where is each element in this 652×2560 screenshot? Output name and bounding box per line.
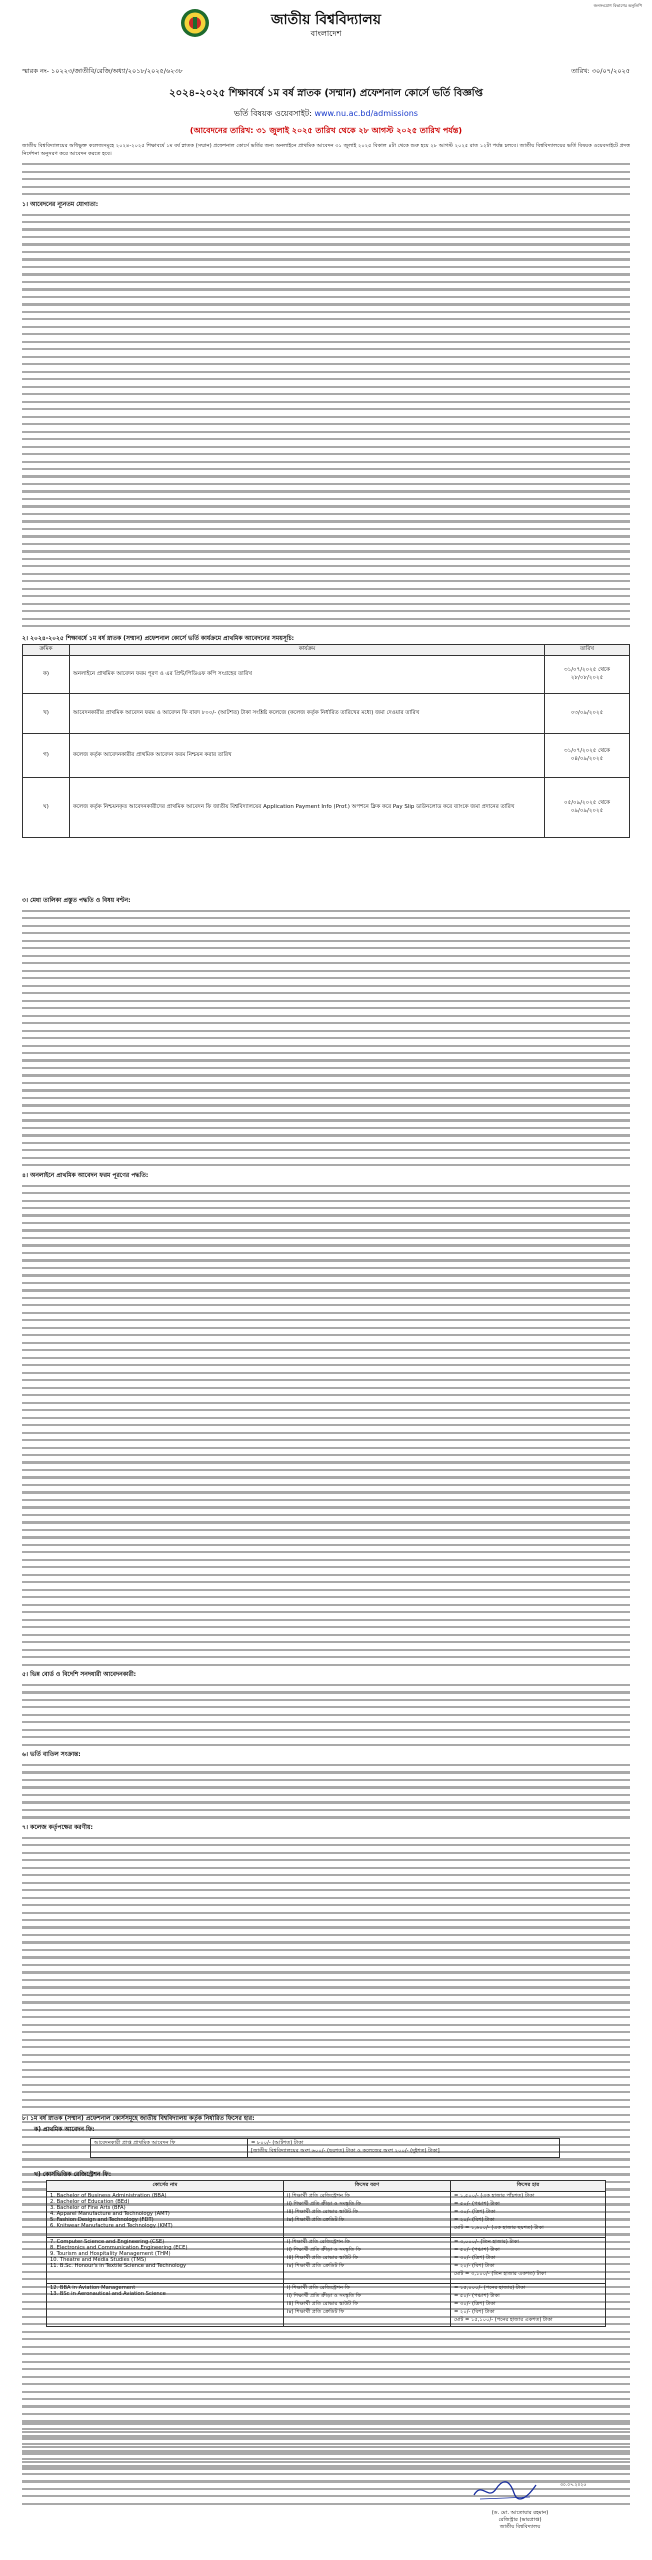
fee-total: মোট = ১,৬০০/- (এক হাজার ছয়শত) টাকা	[454, 2225, 544, 2231]
application-procedure-text	[22, 1185, 630, 1666]
signer-designation: রেজিস্ট্রার (ভারপ্রাপ্ত)	[498, 2517, 542, 2523]
signer-name: (ড. মো. আতোয়ার রহমান)	[491, 2510, 549, 2516]
fee-rate: = ২০/- (বিশ) টাকা	[454, 2263, 495, 2269]
schedule-date: ০৫/০৯/২০২৫ থেকে ০৯/০৯/২০২৫	[545, 778, 630, 838]
course-name: 12. BBA in Aviation Management	[50, 2285, 136, 2291]
foreign-board-text	[22, 1684, 630, 1746]
registration-fee-heading-block	[22, 2168, 630, 2180]
signature-date: ৩০.০৭.২০২৫	[560, 2483, 587, 2488]
fee-rate: = ৩০/- (ত্রিশ) টাকা	[454, 2255, 496, 2261]
website-line	[0, 108, 652, 121]
intro-continuation	[22, 163, 630, 195]
payment-notes-text	[22, 2423, 630, 2470]
fee-description-cell	[284, 2284, 451, 2327]
schedule-serial: ক)	[23, 656, 70, 694]
fee-rate: = ৩০/- (ত্রিশ) টাকা	[454, 2301, 496, 2307]
schedule-serial: খ)	[23, 694, 70, 734]
table-row	[47, 2238, 606, 2284]
fee-item: iv) শিক্ষার্থী প্রতি ক্রেডিট ফি	[287, 2217, 345, 2223]
schedule-col-serial: ক্রমিক	[23, 645, 70, 656]
merit-list-text	[22, 910, 630, 1167]
course-name: 5. Fashion Design and Technology (FDT)	[50, 2217, 154, 2223]
section-heading-6: ৬। ভর্তি বাতিল সংক্রান্ত:	[22, 1751, 81, 1759]
fee-rate-cell	[451, 2284, 606, 2327]
fee-item: iii) শিক্ষার্থী প্রতি রোভার স্কাউট ফি	[287, 2209, 359, 2215]
application-fee-amount-cell	[248, 2139, 560, 2158]
sub-heading-application-fee: ক) প্রাথমিক আবেদন ফি:	[34, 2125, 95, 2133]
university-name: জাতীয় বিশ্ববিদ্যালয়	[271, 12, 381, 28]
schedule-activity: কলেজ কর্তৃক নিশ্চয়নকৃত আবেদনকারীদের প্রাথমিক আবেদন ফি জাতীয় বিশ্ববিদ্যালয়ের Application Payment Info (Prof.) অপশনে ক্লিক করে Pay Slip ডাউনলোড করে ব্যাংকে জমা প্রদানের তারিখ	[70, 778, 545, 838]
corner-note: জনসংযোগ বিভাগের অনুলিপি	[593, 3, 642, 8]
fee-courses-cell	[47, 2192, 284, 2238]
course-name: 11. B.Sc. Honour's in Textile Science and Technology	[50, 2263, 187, 2269]
table-row	[23, 734, 630, 778]
fee-rate: = ২০/- (বিশ) টাকা	[454, 2309, 495, 2315]
application-fee-amount: = ৮০০/- (আটশত) টাকা	[251, 2140, 304, 2146]
course-name: 10. Theatre and Media Studies (TMS)	[50, 2257, 147, 2263]
table-row	[91, 2139, 560, 2158]
section-heading-4: ৪। অনলাইনে প্রাথমিক আবেদন ফরম পূরণের পদ্ধতি:	[22, 1171, 149, 1179]
section-heading-8: ৮। ১ম বর্ষ স্নাতক (সম্মান) প্রফেশনাল কোর্সসমূহে জাতীয় বিশ্ববিদ্যালয় কর্তৃক নির্ধারিত ফিসের হার:	[22, 2115, 255, 2122]
website-label: ভর্তি বিষয়ক ওয়েবসাইট:	[234, 109, 312, 118]
country-name: বাংলাদেশ	[310, 29, 342, 38]
schedule-header-row	[23, 645, 630, 656]
fee-header-row	[47, 2181, 606, 2192]
schedule-table	[22, 644, 630, 838]
sub-heading-registration-fee: খ) কোর্সভিত্তিক রেজিস্ট্রেশন ফি:	[34, 2171, 112, 2178]
instructions-section	[22, 894, 630, 2110]
schedule-date: ০৩/০৯/২০২৫	[545, 694, 630, 734]
fee-rate: = ৫০/- (পঞ্চাশ) টাকা	[454, 2293, 500, 2299]
application-fee-table	[90, 2138, 560, 2158]
section-heading-7: ৭। কলেজ কর্তৃপক্ষের করণীয়:	[22, 1823, 93, 1831]
fee-item: i) শিক্ষার্থী প্রতি রেজিস্ট্রেশন ফি	[287, 2285, 350, 2291]
course-name: 8. Electronics and Communication Engineering (ECE)	[50, 2245, 188, 2251]
course-name: 1. Bachelor of Business Administration (BBA)	[50, 2193, 167, 2199]
notice-date: তারিখ: ৩০/০৭/২০২৫	[571, 67, 630, 75]
registration-fee-table	[46, 2180, 606, 2327]
fee-item: i) শিক্ষার্থী প্রতি রেজিস্ট্রেশন ফি	[287, 2193, 350, 2199]
course-name: 6. Knitwear Manufacture and Technology (KMT)	[50, 2223, 173, 2229]
schedule-activity: অনলাইনে প্রাথমিক আবেদন ফরম পূরণ ও এর প্রিন্ট/পিডিএফ কপি সংগ্রহের তারিখ	[70, 656, 545, 694]
fee-rate: = ১,৫০০/- (এক হাজার পাঁচশত) টাকা	[454, 2193, 535, 2199]
fee-item: iv) শিক্ষার্থী প্রতি ক্রেডিট ফি	[287, 2309, 345, 2315]
fee-rate: = ২০/- (বিশ) টাকা	[454, 2217, 495, 2223]
application-dates: (আবেদনের তারিখ: ৩১ জুলাই ২০২৫ তারিখ থেকে ২৮ আগস্ট ২০২৫ তারিখ পর্যন্ত)	[189, 126, 463, 135]
fee-section-heading-block	[22, 2112, 630, 2134]
website-link[interactable]: www.nu.ac.bd/admissions	[314, 109, 418, 118]
course-name: 7. Computer Science and Engineering (CSE)	[50, 2239, 165, 2245]
fee-col-description: ফিসের বরণ	[284, 2181, 451, 2192]
eligibility-section	[22, 143, 630, 631]
fee-rate: = ৫০/- (পঞ্চাশ) টাকা	[454, 2201, 500, 2207]
fee-col-course: কোর্সের নাম	[47, 2181, 284, 2192]
schedule-serial: ঘ)	[23, 778, 70, 838]
fee-item: iii) শিক্ষার্থী প্রতি রোভার স্কাউট ফি	[287, 2301, 359, 2307]
application-fee-label: আবেদনকারী প্রাপ্ত প্রাথমিক আবেদন ফি	[91, 2139, 248, 2158]
schedule-col-date: তারিখ	[545, 645, 630, 656]
fee-total: মোট = ১৫,১০০/- (পনের হাজার একশত) টাকা	[454, 2317, 553, 2323]
fee-item: iv) শিক্ষার্থী প্রতি ক্রেডিট ফি	[287, 2263, 345, 2269]
course-name: 9. Tourism and Hospitality Management (THM)	[50, 2251, 171, 2257]
fee-total: মোট = ৩,১০০/- (তিন হাজার একশত) টাকা	[454, 2271, 547, 2277]
fee-rate: = ৩,০০০/- (তিন হাজার) টাকা	[454, 2239, 519, 2245]
fee-item: ii) শিক্ষার্থী প্রতি ক্রীড়া ও সংস্কৃতি ফি	[287, 2293, 362, 2299]
schedule-heading-block	[22, 632, 630, 644]
schedule-col-activity: কার্যক্রম	[70, 645, 545, 656]
fee-courses-cell	[47, 2238, 284, 2284]
fee-col-rate: ফিসের হার	[451, 2181, 606, 2192]
intro-paragraph: জাতীয় বিশ্ববিদ্যালয়ের অধিভুক্ত কলেজসমূহে ২০২৪-২০২৫ শিক্ষাবর্ষে ১ম বর্ষ স্নাতক (সম্মান) প্রফেশনাল কোর্সে ভর্তির জন্য অনলাইনে প্রাথমিক আবেদন ৩১ জুলাই ২০২৫ বিকাল ৪টা থেকে শুরু হয়ে ২৮ আগস্ট ২০২৫ রাত ১২টা পর্যন্ত চলবে। জাতীয় বিশ্ববিদ্যালয়ের ভর্তি বিষয়ক ওয়েবসাইটে প্রদত্ত নির্দেশনা অনুসরণ করে আবেদন করতে হবে।	[22, 143, 630, 157]
section-heading-3: ৩। মেধা তালিকা প্রস্তুত পদ্ধতি ও বিষয় বণ্টন:	[22, 897, 131, 904]
fee-rate-cell	[451, 2192, 606, 2238]
notice-title: ২০২৪-২০২৫ শিক্ষাবর্ষে ১ম বর্ষ স্নাতক (সম্মান) প্রফেশনাল কোর্সে ভর্তি বিজ্ঞপ্তি	[169, 88, 483, 99]
fee-description-cell	[284, 2192, 451, 2238]
fee-item: i) শিক্ষার্থী প্রতি রেজিস্ট্রেশন ফি	[287, 2239, 350, 2245]
schedule-activity: আবেদনকারীর প্রাথমিক আবেদন ফরম ও আবেদন ফি বাবদ ৮০০/- (আটশত) টাকা সংশ্লিষ্ট কলেজে (কলেজ কর্তৃক নির্ধারিত তারিখের মধ্যে) জমা দেওয়ার তারিখ	[70, 694, 545, 734]
fee-rate-cell	[451, 2238, 606, 2284]
fee-item: iii) শিক্ষার্থী প্রতি রোভার স্কাউট ফি	[287, 2255, 359, 2261]
table-row	[23, 694, 630, 734]
payment-notes	[22, 2418, 630, 2474]
schedule-date: ৩১/০৭/২০২৫ থেকে ০৪/০৯/২০২৫	[545, 734, 630, 778]
fee-rate: = ১৫,০০০/- (পনের হাজার) টাকা	[454, 2285, 526, 2291]
schedule-serial: গ)	[23, 734, 70, 778]
cancellation-text	[22, 1764, 630, 1819]
table-row	[47, 2284, 606, 2327]
section-heading-5: ৫। ভিন্ন বোর্ড ও বিদেশি সনদধারী আবেদনকারী:	[22, 1671, 137, 1679]
course-name: 2. Bachelor of Education (BEd)	[50, 2199, 130, 2205]
fee-item: ii) শিক্ষার্থী প্রতি ক্রীড়া ও সংস্কৃতি ফি	[287, 2247, 362, 2253]
course-name: 13. BSc in Aeronautical and Aviation Science	[50, 2291, 166, 2297]
section-heading-1: ১। আবেদনের ন্যূনতম যোগ্যতা:	[22, 200, 99, 208]
course-name: 4. Apparel Manufacture and Technology (AMT)	[50, 2211, 170, 2217]
eligibility-text	[22, 214, 630, 628]
course-name: 3. Bachelor of Fine Arts (BFA)	[50, 2205, 126, 2211]
fee-courses-cell	[47, 2284, 284, 2327]
schedule-date: ৩১/০৭/২০২৫ থেকে ২৮/০৮/২০২৫	[545, 656, 630, 694]
table-row	[47, 2192, 606, 2238]
signature-image	[470, 2477, 540, 2503]
schedule-activity: কলেজ কর্তৃক আবেদনকারীর প্রাথমিক আবেদন ফরম নিশ্চয়ন করার তারিখ	[70, 734, 545, 778]
fee-rate: = ৫০/- (পঞ্চাশ) টাকা	[454, 2247, 500, 2253]
fee-description-cell	[284, 2238, 451, 2284]
signer-block	[430, 2510, 610, 2531]
fee-rate: = ৩০/- (ত্রিশ) টাকা	[454, 2209, 496, 2215]
fee-item: ii) শিক্ষার্থী প্রতি ক্রীড়া ও সংস্কৃতি ফি	[287, 2201, 362, 2207]
table-row	[23, 656, 630, 694]
memo-number: স্মারক নং- ১০২২৩/জাতীবি/রেজি/অধ্যা/২০১৮/২০২৫/৬২৩৮	[22, 67, 183, 75]
application-fee-split: [জাতীয় বিশ্ববিদ্যালয়ের অংশ ৬০০/- (ছয়শত) টাকা ও কলেজের অংশ ২০০/- (দুইশত) টাকা]	[251, 2148, 440, 2154]
signer-institution: জাতীয় বিশ্ববিদ্যালয়	[499, 2524, 541, 2530]
table-row	[23, 778, 630, 838]
section-heading-2: ২। ২০২৪-২০২৫ শিক্ষাবর্ষে ১ম বর্ষ স্নাতক (সম্মান) প্রফেশনাল কোর্সে ভর্তি কার্যক্রমে প্রাথমিক আবেদনের সময়সূচি:	[22, 635, 295, 642]
